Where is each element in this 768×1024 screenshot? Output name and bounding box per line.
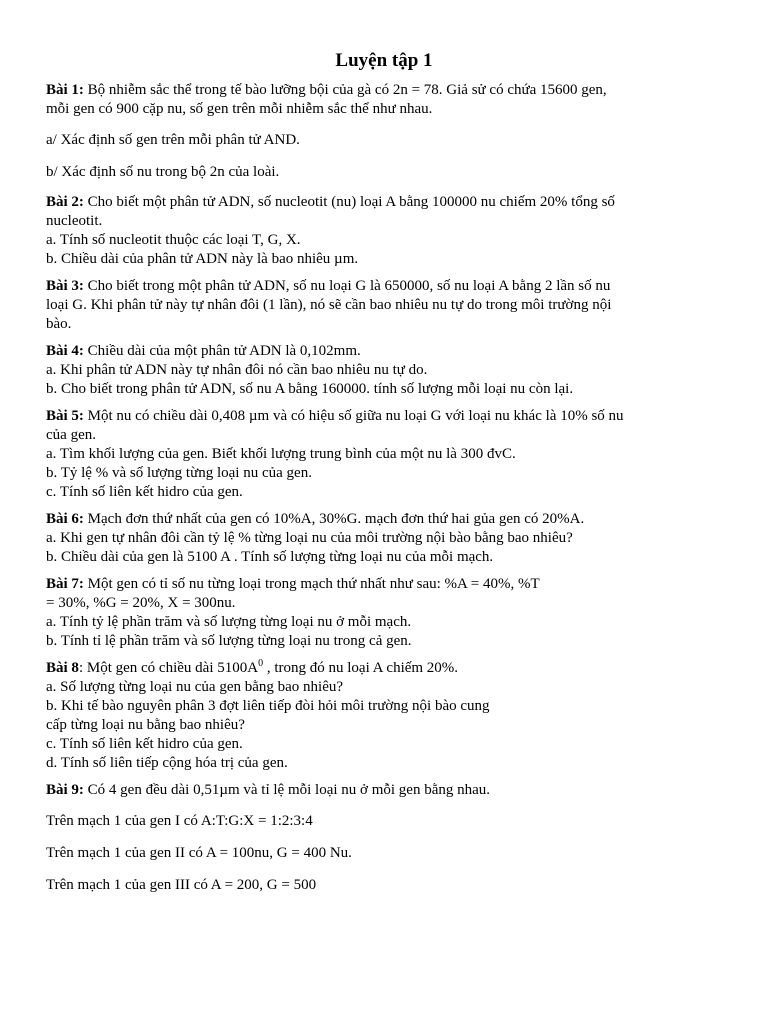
problem-line: bào. <box>46 316 72 332</box>
problem-text: : Một gen có chiều dài 5100A <box>78 660 259 676</box>
problem-line: a. Số lượng từng loại nu của gen bằng bao nhiêu? <box>46 679 344 695</box>
page-title: Luyện tập 1 <box>335 50 433 71</box>
problem-line <box>46 575 722 594</box>
problem-line <box>46 659 722 678</box>
problem-line: cấp từng loại nu bằng bao nhiêu? <box>46 717 245 733</box>
problem-text: Mạch đơn thứ nhất của gen có 10%A, 30%G. mạch đơn thứ hai gủa gen có 20%A. <box>83 511 585 527</box>
problem-label: Bài 3: <box>46 278 84 294</box>
problem-line: d. Tính số liên tiếp cộng hóa trị của gen. <box>46 755 288 771</box>
problem-line <box>46 277 722 296</box>
problem-line: b. Chiều dài của phân tử ADN này là bao nhiêu µm. <box>46 251 359 267</box>
problem-line: c. Tính số liên kết hidro của gen. <box>46 736 243 752</box>
question-1b: b/ Xác định số nu trong bộ 2n của loài. <box>46 164 280 180</box>
problem-line: a. Tính số nucleotit thuộc các loại T, G, X. <box>46 232 301 248</box>
problem-line <box>46 342 722 361</box>
problem-line: a. Khi phân tử ADN này tự nhân đôi nó cần bao nhiêu nu tự do. <box>46 362 428 378</box>
problem-line: b. Cho biết trong phân tử ADN, số nu A bằng 160000. tính số lượng mỗi loại nu còn lại. <box>46 381 574 397</box>
problem-6 <box>46 510 722 567</box>
problem-line <box>46 81 722 100</box>
problem-line: của gen. <box>46 427 96 443</box>
problem-label: Bài 8 <box>46 660 79 676</box>
problem-line: b. Tính tỉ lệ phần trăm và số lượng từng loại nu trong cả gen. <box>46 633 412 649</box>
problem-label: Bài 6: <box>46 511 84 527</box>
problem-line <box>46 193 722 212</box>
problem-text: Có 4 gen đều dài 0,51µm và tỉ lệ mỗi loại nu ở mỗi gen bằng nhau. <box>83 782 491 798</box>
problem-line <box>46 781 722 800</box>
problem-text: Bộ nhiễm sắc thể trong tế bào lưỡng bội của gà có 2n = 78. Giả sử có chứa 15600 gen, <box>83 82 607 98</box>
problem-line <box>46 407 722 426</box>
problem-line: b. Tỷ lệ % và số lượng từng loại nu của gen. <box>46 465 312 481</box>
problem-text: Một gen có tỉ số nu từng loại trong mạch thứ nhất như sau: %A = 40%, %T <box>83 576 540 592</box>
problem-line: = 30%, %G = 20%, X = 300nu. <box>46 595 236 611</box>
gene-1-ratio: Trên mạch 1 của gen I có A:T:G:X = 1:2:3:4 <box>46 813 313 829</box>
problem-text: Một nu có chiều dài 0,408 µm và có hiệu số giữa nu loại G với loại nu khác là 10% số nu <box>83 408 624 424</box>
problem-label: Bài 1: <box>46 82 84 98</box>
problem-line: nucleotit. <box>46 213 103 229</box>
gene-2-counts: Trên mạch 1 của gen II có A = 100nu, G = 400 Nu. <box>46 845 352 861</box>
problem-7 <box>46 575 722 651</box>
problem-1 <box>46 81 722 119</box>
degree-superscript: 0 <box>258 658 264 669</box>
question-1a: a/ Xác định số gen trên mỗi phân tử AND. <box>46 132 300 148</box>
problem-2 <box>46 193 722 269</box>
problem-line <box>46 510 722 529</box>
problem-line: a. Tìm khối lượng của gen. Biết khối lượng trung bình của một nu là 300 đvC. <box>46 446 516 462</box>
problem-text: , trong đó nu loại A chiếm 20%. <box>263 660 459 676</box>
problem-line: b. Chiều dài của gen là 5100 A . Tính số lượng từng loại nu của mỗi mạch. <box>46 549 494 565</box>
problem-8 <box>46 659 722 773</box>
problem-line: c. Tính số liên kết hidro của gen. <box>46 484 243 500</box>
problem-9 <box>46 781 722 800</box>
problem-label: Bài 7: <box>46 576 84 592</box>
problem-line: a. Khi gen tự nhân đôi cần tỷ lệ % từng loại nu của môi trường nội bào bằng bao nhiêu? <box>46 530 573 546</box>
problem-line: loại G. Khi phân tử này tự nhân đôi (1 lần), nó sẽ cần bao nhiêu nu tự do trong môi trường nội <box>46 297 612 313</box>
problem-5 <box>46 407 722 502</box>
problem-3 <box>46 277 722 334</box>
problem-text: Cho biết trong một phân tử ADN, số nu loại G là 650000, số nu loại A bằng 2 lần số nu <box>83 278 611 294</box>
problem-line: b. Khi tế bào nguyên phân 3 đợt liên tiếp đòi hỏi môi trường nội bào cung <box>46 698 490 714</box>
problem-4 <box>46 342 722 399</box>
problem-label: Bài 4: <box>46 343 84 359</box>
problem-label: Bài 9: <box>46 782 84 798</box>
problem-label: Bài 5: <box>46 408 84 424</box>
problem-line: a. Tính tỷ lệ phần trăm và số lượng từng loại nu ở mỗi mạch. <box>46 614 412 630</box>
problem-label: Bài 2: <box>46 194 84 210</box>
problem-line: mỗi gen có 900 cặp nu, số gen trên mỗi nhiễm sắc thể như nhau. <box>46 101 433 117</box>
problem-text: Cho biết một phân tử ADN, số nucleotit (nu) loại A bằng 100000 nu chiếm 20% tổng số <box>83 194 615 210</box>
problem-text: Chiều dài của một phân tử ADN là 0,102mm. <box>83 343 361 359</box>
gene-3-counts: Trên mạch 1 của gen III có A = 200, G = 500 <box>46 877 317 893</box>
